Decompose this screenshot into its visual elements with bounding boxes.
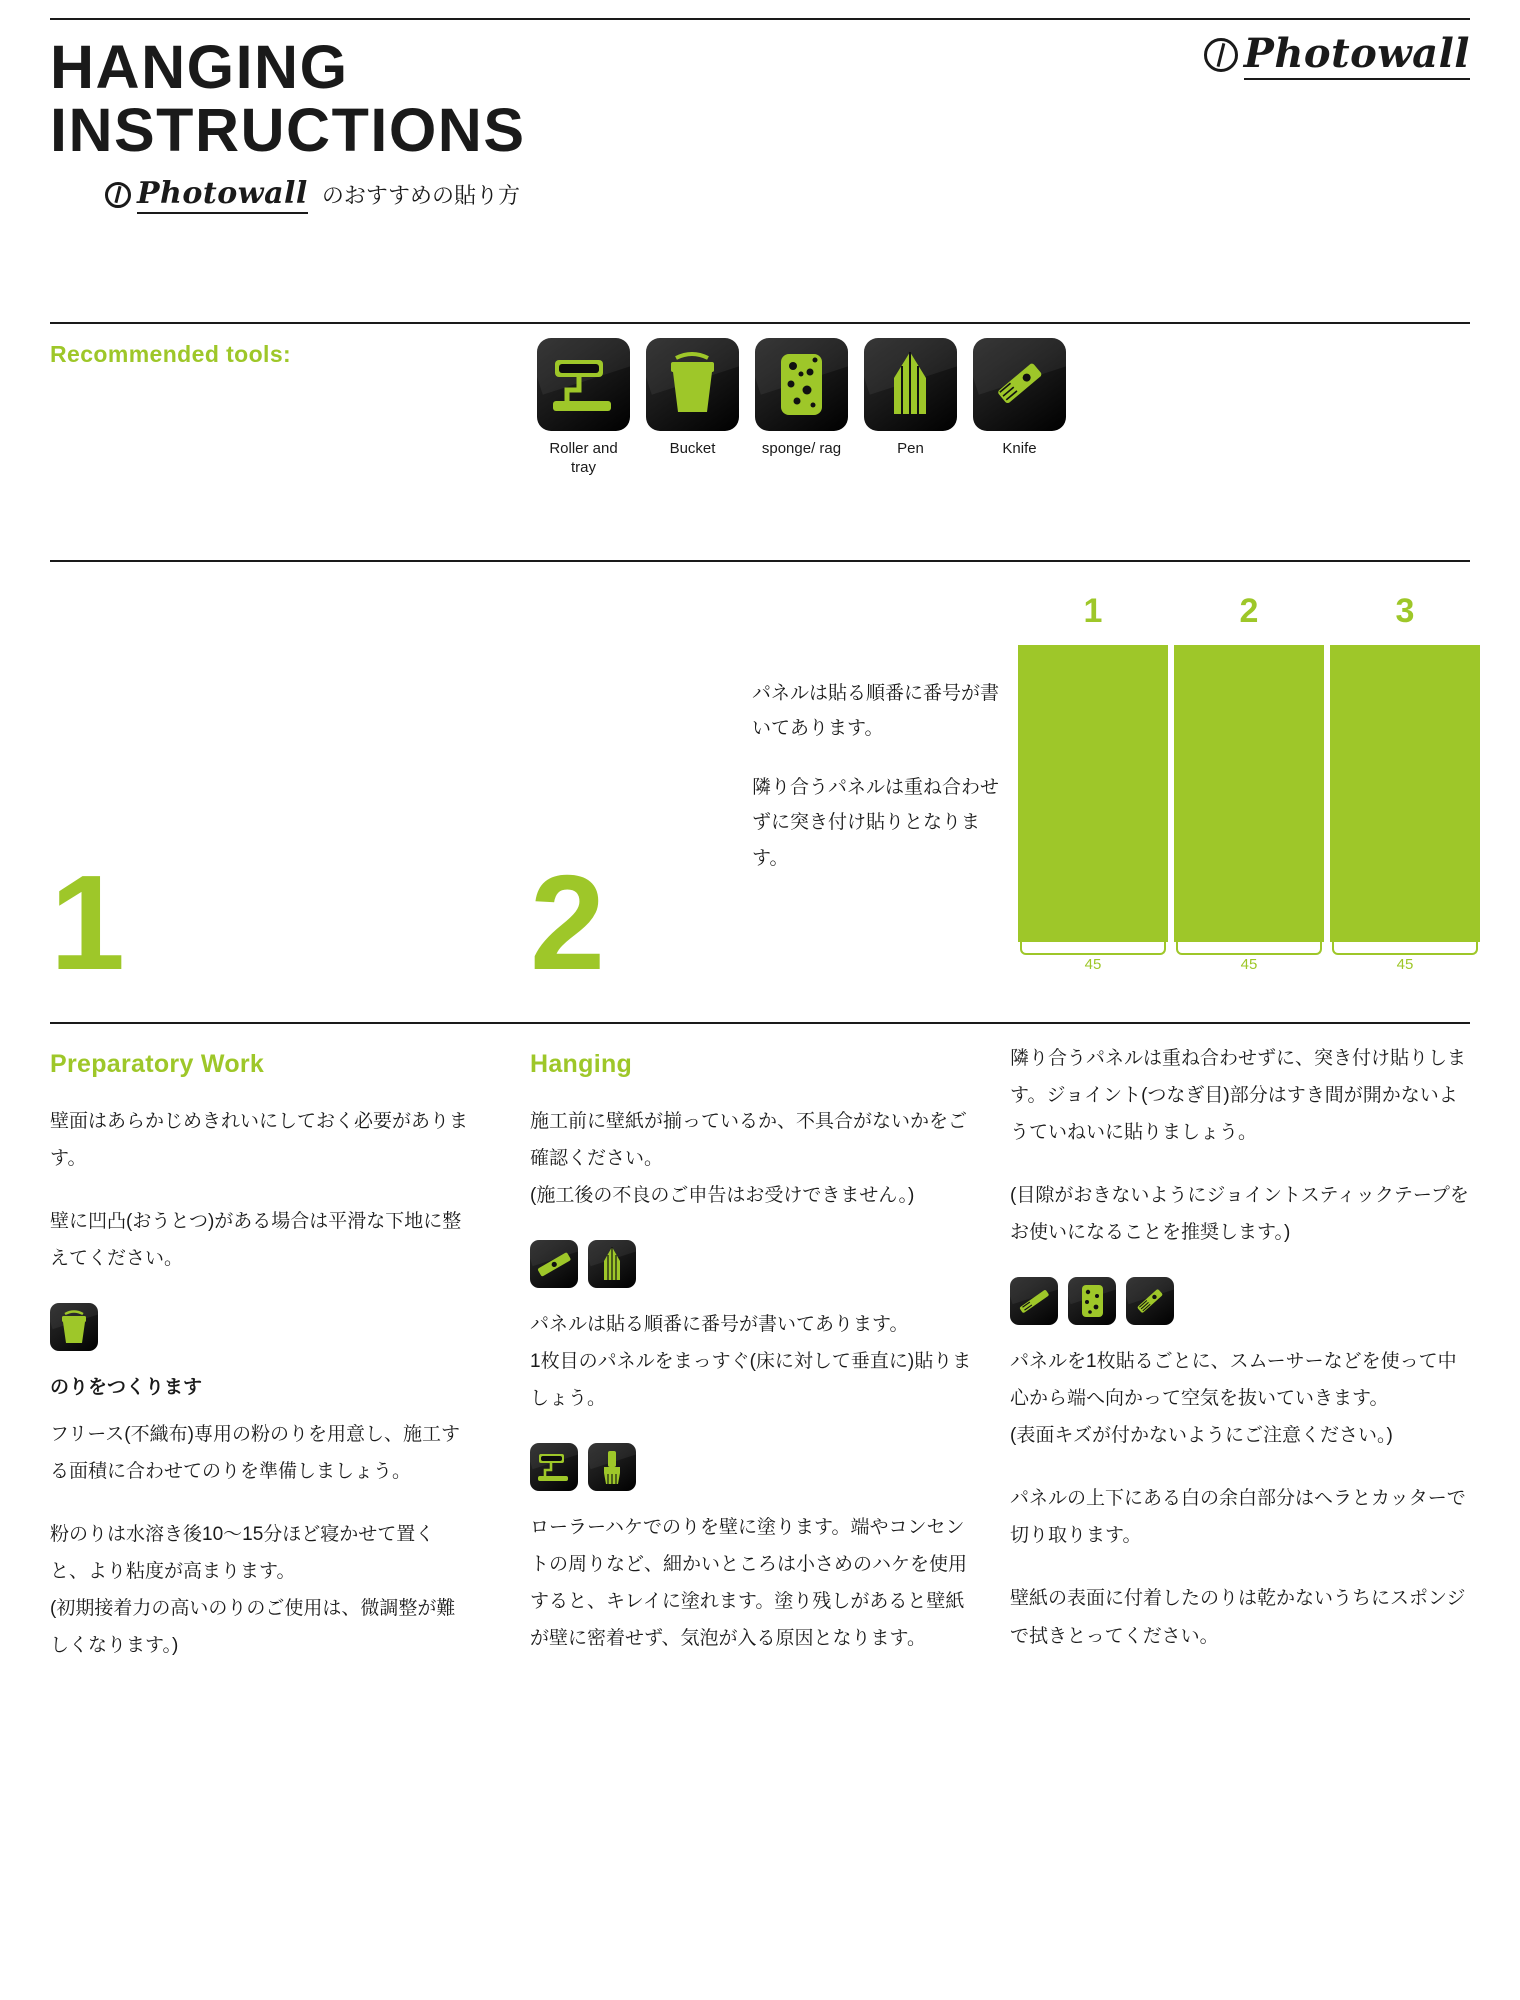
panel-note-line-1: パネルは貼る順番に番号が書いてあります。	[752, 683, 1000, 740]
panel-measure	[1018, 942, 1168, 978]
paragraph: (施工後の不良のご申告はお受けできません。)	[530, 1184, 915, 1206]
tool-caption: Pen	[897, 440, 924, 457]
paragraph: 壁に凹凸(おうとつ)がある場合は平滑な下地に整えてください。	[50, 1210, 462, 1269]
tool-item	[973, 338, 1066, 478]
columns-divider	[50, 1022, 1470, 1024]
pen-icon	[864, 338, 957, 431]
panel-diagram	[1018, 645, 1480, 942]
paragraph: (初期接着力の高いのりのご使用は、微調整が難しくなります。)	[50, 1598, 456, 1657]
tool-item	[864, 338, 957, 478]
tools-divider	[50, 322, 1470, 324]
measure-value: 45	[1084, 956, 1102, 973]
column2-icon-row-a	[530, 1240, 980, 1288]
paragraph: 1枚目のパネルをまっすぐ(床に対して垂直に)貼りましょう。	[530, 1350, 972, 1409]
section-divider	[50, 560, 1470, 562]
tool-item	[755, 338, 848, 478]
tool-caption: Knife	[1002, 440, 1037, 457]
tool-caption: sponge/ rag	[761, 440, 842, 457]
column-heading: Preparatory Work	[50, 1050, 265, 1078]
tool-item	[537, 338, 630, 478]
paragraph: ローラーハケでのりを壁に塗ります。端やコンセントの周りなど、細かいところは小さめのハケを使用すると、キレイに塗れます。塗り残しがあると壁紙が壁に密着せず、気泡が入る原因となります。	[530, 1517, 968, 1650]
tool-item	[646, 338, 739, 478]
tool-caption: Roller and tray	[549, 440, 618, 476]
top-divider	[50, 18, 1470, 20]
column2-icon-row-b	[530, 1443, 980, 1491]
step-number-2: 2	[530, 847, 606, 998]
tool-caption: Bucket	[669, 440, 716, 457]
photowall-wordmark: Photowall	[1244, 30, 1470, 80]
roller-icon	[537, 338, 630, 431]
panel-block	[1330, 645, 1480, 942]
measure-brace-icon	[1020, 942, 1166, 955]
sponge-icon	[1068, 1277, 1116, 1325]
recommended-tools-label: Recommended tools:	[50, 341, 292, 367]
panel-measure	[1330, 942, 1480, 978]
panel-measure	[1174, 942, 1324, 978]
sponge-icon	[755, 338, 848, 431]
measure-brace-icon	[1332, 942, 1478, 955]
column-heading: Hanging	[530, 1050, 633, 1078]
paragraph: フリース(不織布)専用の粉のりを用意し、施工する面積に合わせてのりを準備しましょう。	[50, 1423, 460, 1483]
column-joints	[1010, 1040, 1470, 1681]
brush-icon	[588, 1443, 636, 1491]
column-preparatory-work	[50, 1040, 470, 1690]
measure-value: 45	[1396, 956, 1414, 973]
subtitle-japanese: のおすすめの貼り方	[321, 183, 521, 209]
paragraph: (表面キズが付かないようにご注意ください。)	[1010, 1425, 1393, 1447]
paragraph: パネルは貼る順番に番号が書いてあります。	[530, 1313, 909, 1335]
paragraph: 壁面はあらかじめきれいにしておく必要があります。	[50, 1110, 469, 1169]
recommended-tools-list	[537, 338, 1066, 478]
panel-number-row	[1018, 592, 1480, 631]
measure-value: 45	[1240, 956, 1258, 973]
smoother-icon	[1010, 1277, 1058, 1325]
column3-icon-row	[1010, 1277, 1470, 1325]
paragraph: (目隙がおきないようにジョイントスティックテープをお使いになることを推奨します。)	[1010, 1185, 1469, 1244]
panel-block	[1174, 645, 1324, 942]
level-icon	[530, 1240, 578, 1288]
subheading: のりをつくります	[50, 1376, 203, 1398]
paragraph: パネルを1枚貼るごとに、スムーサーなどを使って中心から端へ向かって空気を抜いていきます。	[1010, 1351, 1457, 1410]
roller-icon	[530, 1443, 578, 1491]
title-line-2: INSTRUCTIONS	[50, 95, 526, 164]
panel-block	[1018, 645, 1168, 942]
knife-icon	[973, 338, 1066, 431]
bucket-icon	[646, 338, 739, 431]
paragraph: パネルの上下にある白の余白部分はヘラとカッターで切り取ります。	[1010, 1488, 1466, 1547]
paragraph: 粉のりは水溶き後10〜15分ほど寝かせて置くと、より粘度が高まります。	[50, 1524, 435, 1583]
panel-diagram-note	[752, 676, 1002, 900]
paragraph: 壁紙の表面に付着したのりは乾かないうちにスポンジで拭きとってください。	[1010, 1588, 1466, 1647]
paragraph: 隣り合うパネルは重ね合わせずに、突き付け貼りします。ジョイント(つなぎ目)部分はすき間が開かないようていねいに貼りましょう。	[1010, 1048, 1467, 1144]
column-hanging	[530, 1040, 980, 1683]
photowall-mark-icon	[105, 182, 131, 208]
photowall-wordmark: Photowall	[137, 176, 308, 214]
pen-icon	[588, 1240, 636, 1288]
step-number-1: 1	[50, 847, 126, 998]
panel-number: 2	[1239, 592, 1259, 630]
knife-icon	[1126, 1277, 1174, 1325]
photowall-mark-icon	[1204, 38, 1238, 72]
column1-icon-row	[50, 1303, 470, 1351]
panel-measure-row	[1018, 942, 1480, 978]
photowall-logo-small	[105, 176, 308, 214]
panel-note-line-2: 隣り合うパネルは重ね合わせずに突き付け貼りとなります。	[752, 777, 1000, 869]
title-line-1: HANGING	[50, 33, 349, 101]
panel-number: 1	[1083, 592, 1103, 630]
paragraph: 施工前に壁紙が揃っているか、不具合がないかをご確認ください。	[530, 1110, 968, 1169]
bucket-icon	[50, 1303, 98, 1351]
subtitle-row	[105, 176, 1470, 214]
measure-brace-icon	[1176, 942, 1322, 955]
photowall-logo-main	[1204, 30, 1470, 80]
panel-number: 3	[1395, 592, 1415, 630]
